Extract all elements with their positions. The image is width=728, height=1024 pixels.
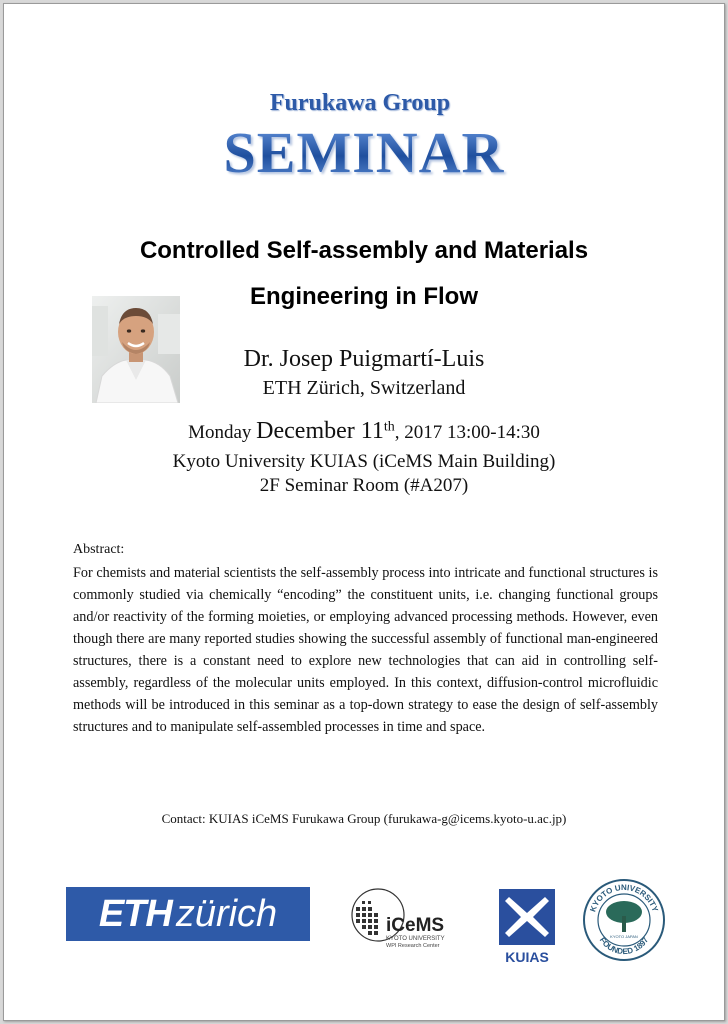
abstract-label: Abstract:	[73, 542, 125, 557]
venue-line1: Kyoto University KUIAS (iCeMS Main Building)	[172, 451, 556, 472]
abstract-text: For chemists and material scientists the self-assembly process into intricate and functional structures is commonly studied via chemically “encoding” the constituent units, i.e. changing functional groups and/or reactivity of the forming moieties, or employing advanced processing methods. However, even though there are many reported studies showing the successful assembly of functional man-engineered structures, there is a constant need to explore new technologies that can aid in controlling self-assembly, regardless of the molecular units employed. In this context, diffusion-control microfluidic methods will be introduced in this seminar as a top-down strategy to ease the design of self-assembly structures and to manipulate self-assembled processes in time and space.	[73, 565, 658, 735]
seminar-venue	[0, 450, 728, 498]
date-suffix: th	[383, 419, 395, 435]
icems-logo-name: iCeMS	[386, 915, 445, 936]
speaker-name: Dr. Josep Puigmartí-Luis	[243, 346, 485, 372]
kyoto-university-seal	[582, 878, 666, 962]
date-weekday: Monday	[188, 422, 252, 443]
date-year-time: , 2017 13:00-14:30	[394, 422, 540, 443]
talk-title-line1: Controlled Self-assembly and Materials	[139, 237, 589, 264]
eth-zurich-logo	[66, 887, 310, 941]
talk-title-line2: Engineering in Flow	[250, 283, 478, 310]
group-name: Furukawa Group	[269, 90, 451, 116]
speaker-affiliation: ETH Zürich, Switzerland	[262, 377, 466, 399]
venue-line2: 2F Seminar Room (#A207)	[259, 475, 469, 496]
seal-inner-text: KYOTO JAPAN	[610, 934, 638, 939]
icems-logo-sub2: WPI Research Center	[386, 943, 440, 949]
eth-logo-bold: ETH	[98, 892, 172, 935]
eth-logo-light: zürich	[175, 892, 278, 935]
seal-top-text: KYOTO UNIVERSITY	[588, 882, 660, 914]
contact-line: Contact: KUIAS iCeMS Furukawa Group (furukawa-g@icems.kyoto-u.ac.jp)	[161, 811, 567, 826]
seal-bottom-text: FOUNDED 1897	[597, 935, 651, 957]
kuias-logo	[497, 889, 557, 969]
icems-logo	[350, 885, 454, 951]
date-month-day: December 11	[256, 418, 384, 444]
icems-logo-sub1: KYOTO UNIVERSITY	[386, 936, 445, 942]
seminar-date	[0, 418, 728, 445]
seminar-heading: SEMINAR	[0, 119, 728, 186]
kuias-logo-label: KUIAS	[505, 949, 549, 965]
